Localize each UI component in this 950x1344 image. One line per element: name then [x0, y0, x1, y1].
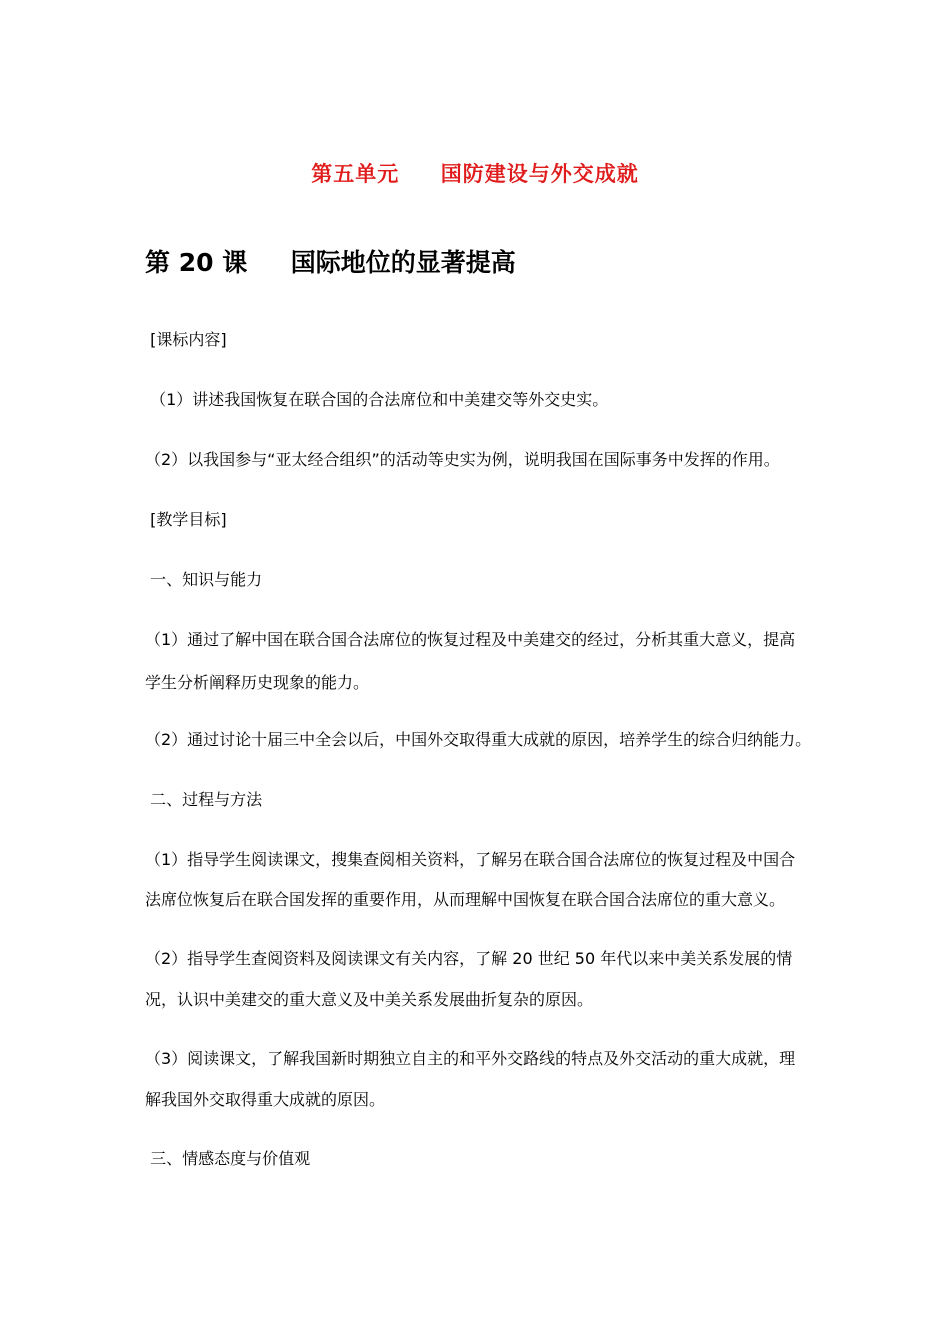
unit-title: 第五单元 国防建设与外交成就 [311, 162, 639, 186]
section2-item-3-line-2: 解我国外交取得重大成就的原因。 [145, 1090, 386, 1109]
section2-item-2-line-2: 况，认识中美建交的重大意义及中美关系发展曲折复杂的原因。 [145, 990, 594, 1009]
section2-item-2-line-1: （2）指导学生查阅资料及阅读课文有关内容，了解 20 世纪 50 年代以来中美关系发展的情 [145, 949, 793, 968]
section1-item-2: （2）通过讨论十届三中全会以后，中国外交取得重大成就的原因，培养学生的综合归纳能力。 [145, 730, 812, 749]
section1-heading: 一、知识与能力 [145, 570, 263, 589]
goals-heading: [教学目标] [145, 510, 227, 529]
section1-item-1-line-2: 学生分析阐释历史现象的能力。 [145, 673, 370, 692]
section2-item-1-line-2: 法席位恢复后在联合国发挥的重要作用，从而理解中国恢复在联合国合法席位的重大意义。 [145, 890, 786, 909]
standard-item-2: （2）以我国参与“亚太经合组织”的活动等史实为例，说明我国在国际事务中发挥的作用。 [145, 450, 780, 469]
section2-item-3-line-1: （3）阅读课文，了解我国新时期独立自主的和平外交路线的特点及外交活动的重大成就，理 [145, 1049, 796, 1068]
section2-heading: 二、过程与方法 [145, 790, 263, 809]
section3-heading: 三、情感态度与价值观 [145, 1149, 311, 1168]
standard-item-1: （1）讲述我国恢复在联合国的合法席位和中美建交等外交史实。 [145, 390, 609, 409]
lesson-title: 第 20 课 国际地位的显著提高 [145, 248, 516, 277]
section2-item-1-line-1: （1）指导学生阅读课文，搜集查阅相关资料，了解另在联合国合法席位的恢复过程及中国合 [145, 850, 796, 869]
section1-item-1-line-1: （1）通过了解中国在联合国合法席位的恢复过程及中美建交的经过，分析其重大意义，提高 [145, 630, 796, 649]
standards-heading: [课标内容] [145, 330, 227, 349]
